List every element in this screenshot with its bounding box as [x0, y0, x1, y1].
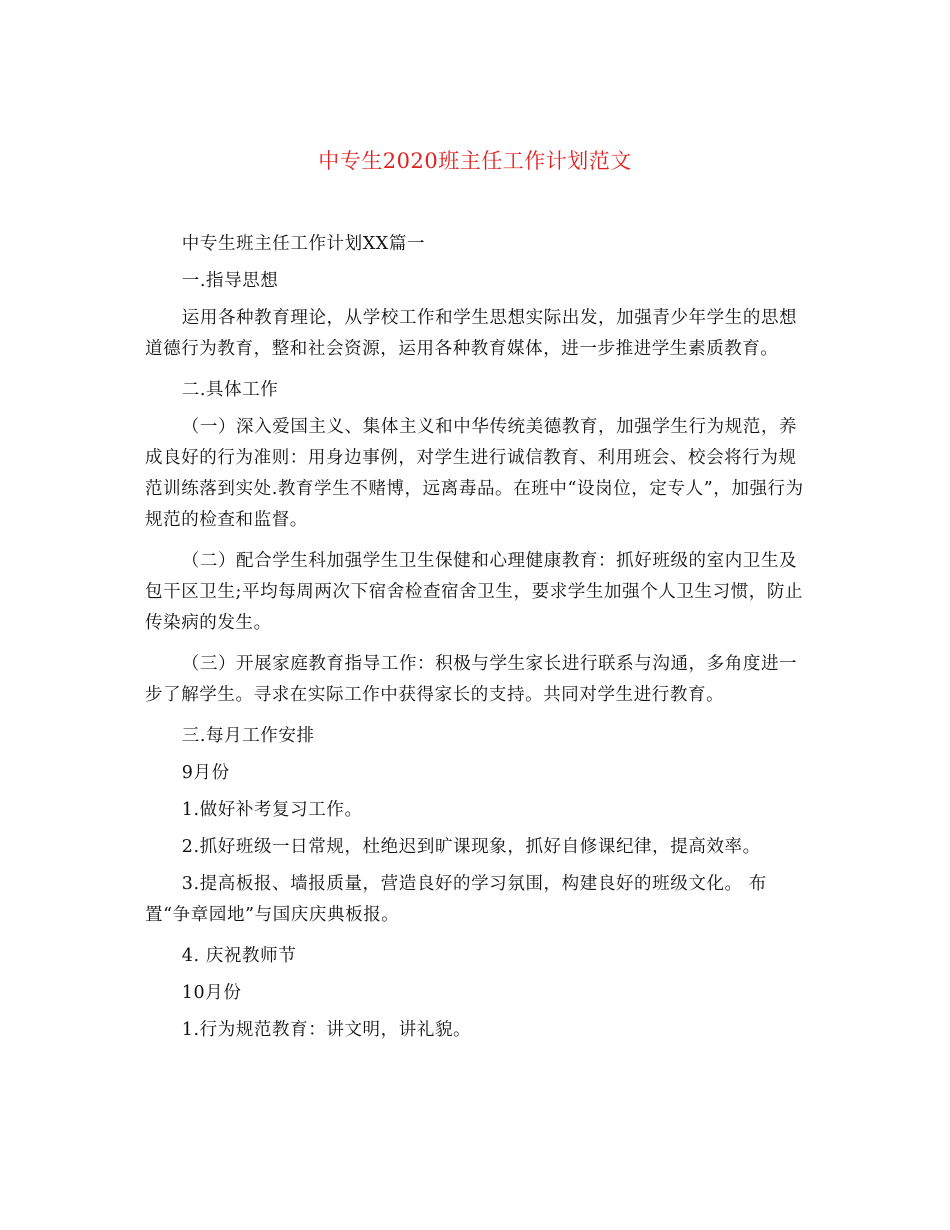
list-item-oct-1: 1.行为规范教育：讲文明，讲礼貌。	[181, 1020, 472, 1040]
paragraph-work-item-2: （二）配合学生科加强学生卫生保健和心理健康教育：抓好班级的室内卫生及包干区卫生;平均每周两次下宿舍检查宿舍卫生，要求学生加强个人卫生习惯，防止传染病的发生。	[145, 551, 804, 633]
document-title: 中专生2020班主任工作计划范文	[318, 149, 632, 173]
section-heading-plan: 中专生班主任工作计划XX篇一	[181, 234, 426, 254]
section-heading-guiding-idea: 一.指导思想	[181, 271, 279, 291]
document-body	[145, 229, 810, 1052]
section-heading-specific-work: 二.具体工作	[181, 380, 279, 400]
paragraph-guiding-idea: 运用各种教育理论，从学校工作和学生思想实际出发，加强青少年学生的思想道德行为教育，整和社会资源，运用各种教育媒体，进一步推进学生素质教育。	[145, 308, 798, 359]
list-item-sept-3: 3.提高板报、墙报质量，营造良好的学习氛围，构建良好的班级文化。 布置“争章园地”与国庆庆典板报。	[145, 874, 767, 925]
paragraph-work-item-1: （一）深入爱国主义、集体主义和中华传统美德教育，加强学生行为规范，养成良好的行为准则：用身边事例，对学生进行诚信教育、利用班会、校会将行为规范训练落到实处.教育学生不赌博，远离毒品。在班中“设岗位，定专人”，加强行为规范的检查和监督。	[145, 417, 804, 530]
paragraph-work-item-3: （三）开展家庭教育指导工作：积极与学生家长进行联系与沟通，多角度进一步了解学生。寻求在实际工作中获得家长的支持。共同对学生进行教育。	[145, 654, 798, 705]
list-item-sept-4: 4. 庆祝教师节	[181, 946, 297, 966]
section-heading-monthly-plan: 三.每月工作安排	[181, 726, 315, 746]
month-heading-september: 9月份	[181, 763, 230, 783]
list-item-sept-2: 2.抓好班级一日常规，杜绝迟到旷课现象，抓好自修课纪律，提高效率。	[181, 837, 761, 857]
list-item-sept-1: 1.做好补考复习工作。	[181, 800, 363, 820]
month-heading-october: 10月份	[181, 983, 242, 1003]
